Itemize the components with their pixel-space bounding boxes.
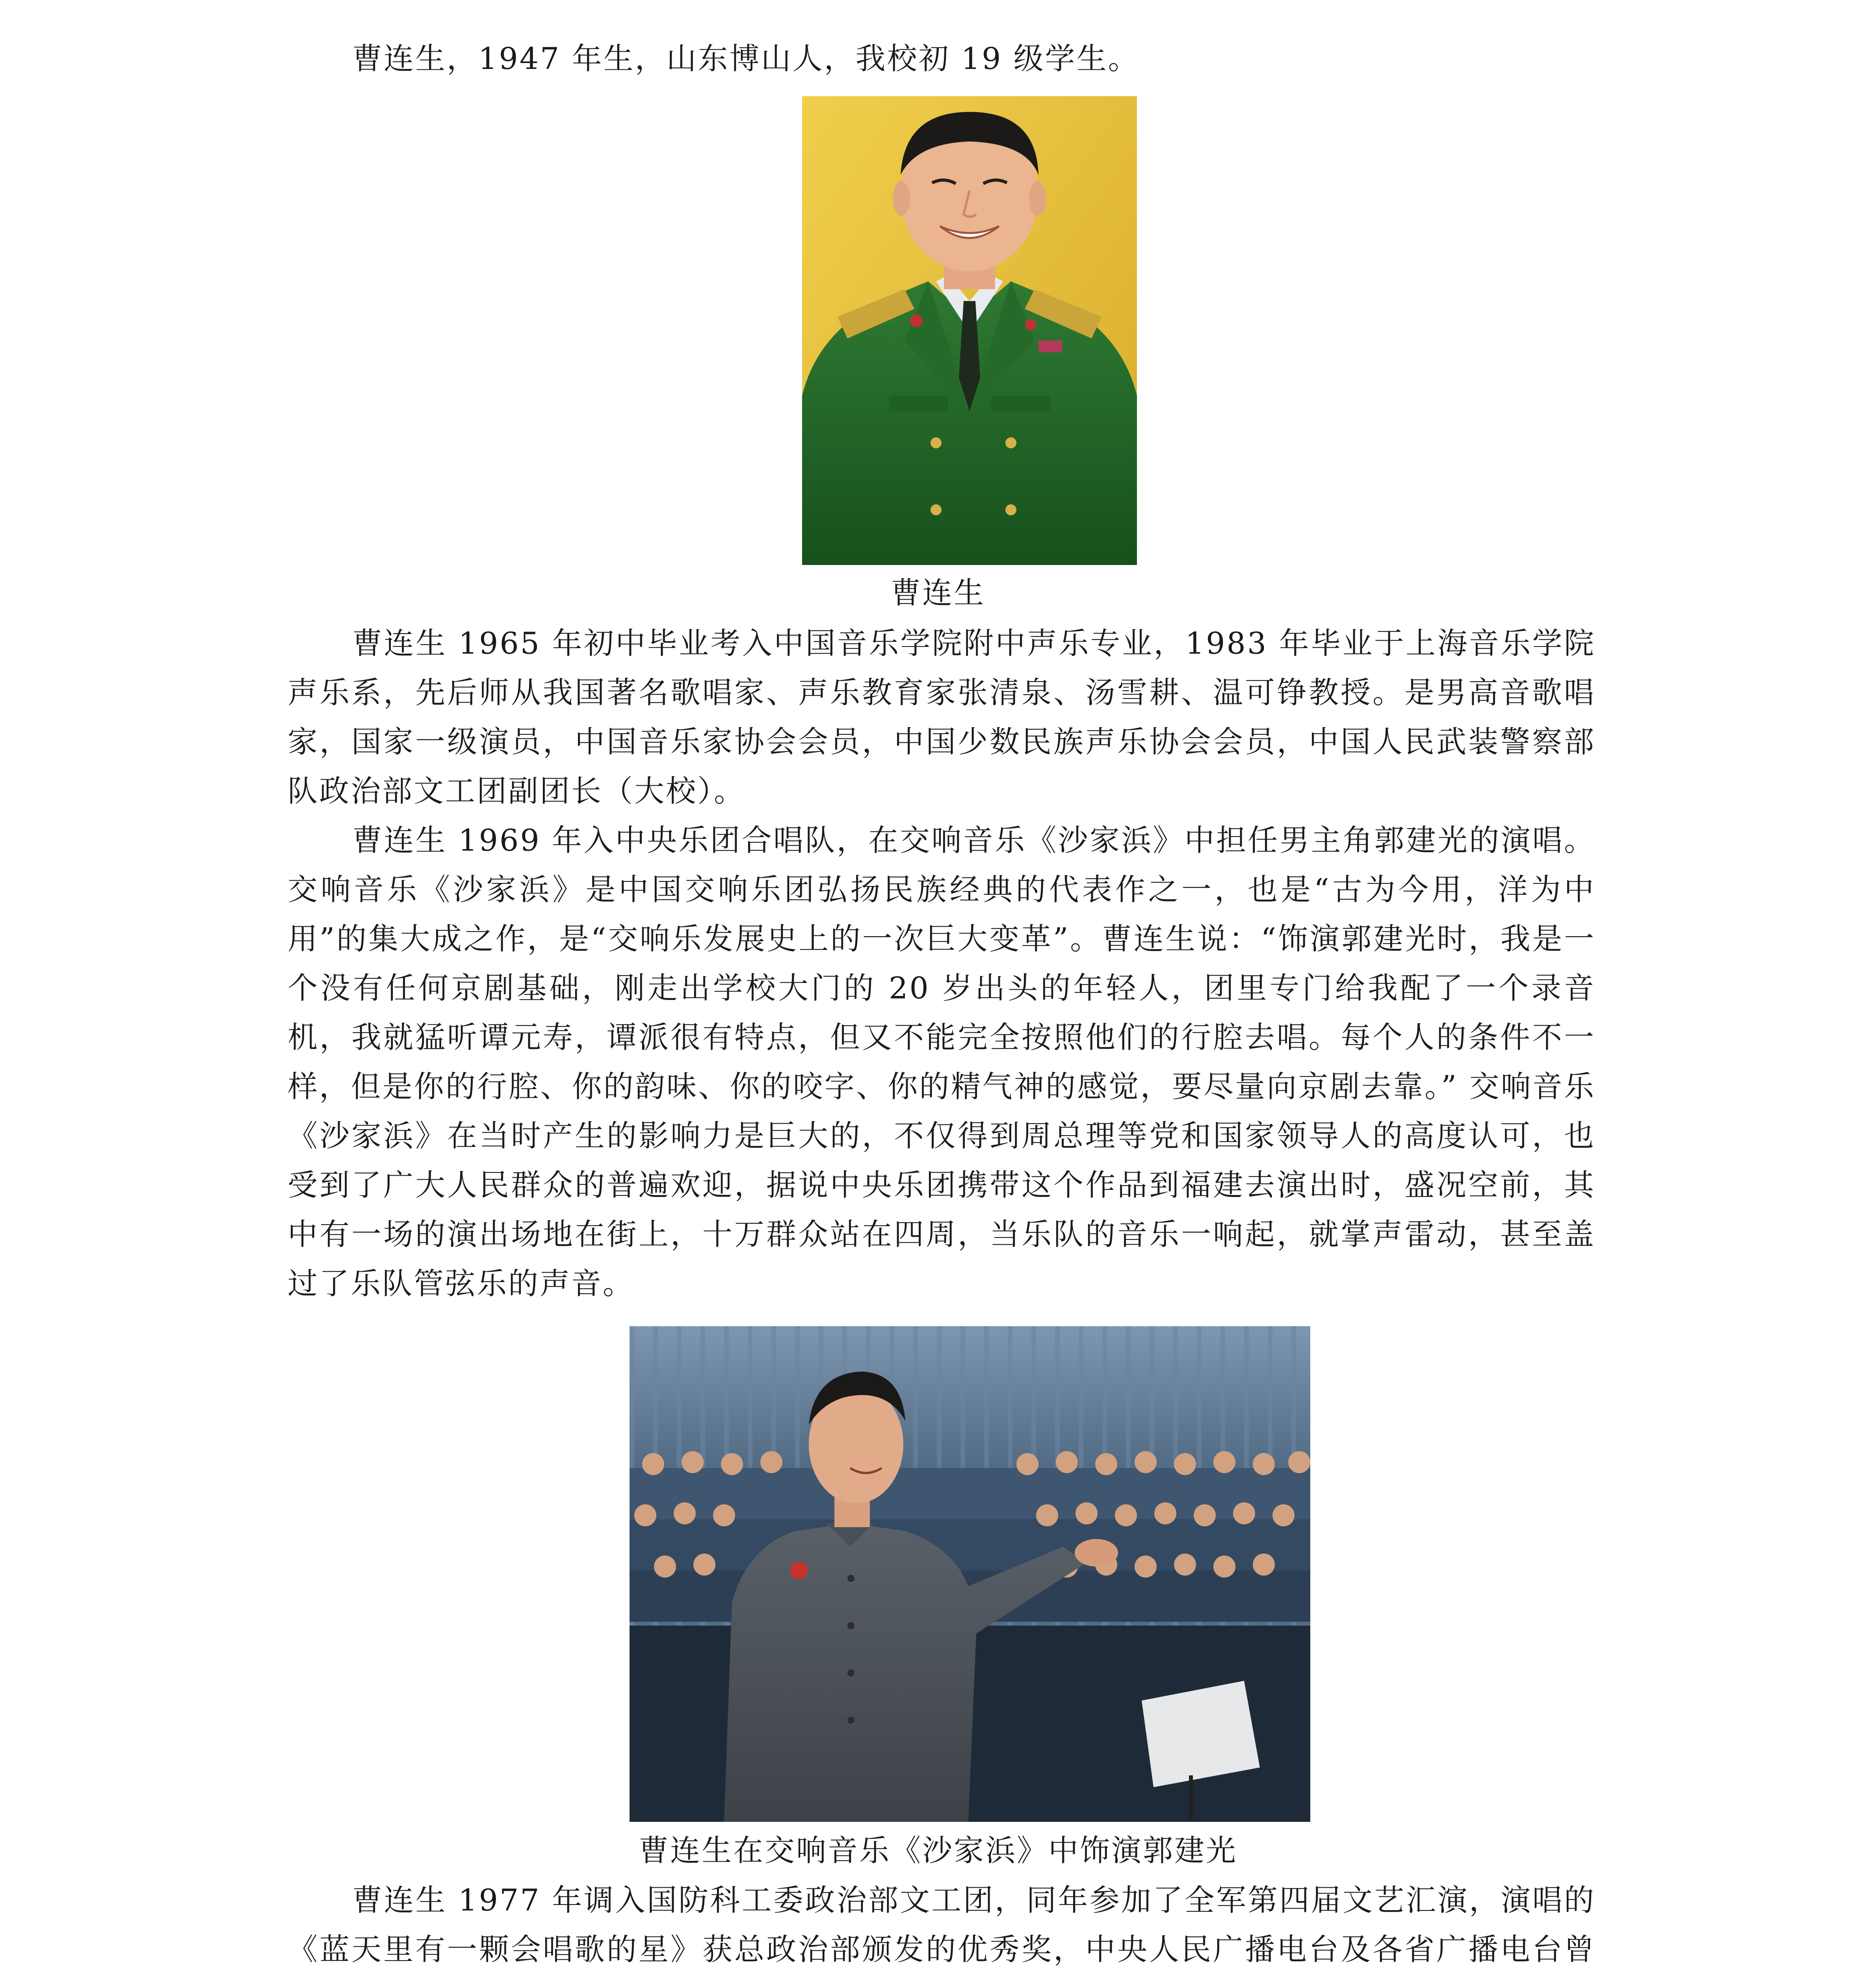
stage-photo	[630, 1326, 1310, 1822]
stage-image	[630, 1326, 1310, 1822]
paragraph-1: 曹连生 1965 年初中毕业考入中国音乐学院附中声乐专业，1983 年毕业于上海音乐学院声乐系，先后师从我国著名歌唱家、声乐教育家张清泉、汤雪耕、温可铮教授。是男高音歌唱家，国家一级演员，中国音乐家协会会员，中国少数民族声乐协会会员，中国人民武装警察部队政治部文工团副团长（大校）。	[288, 626, 1596, 808]
intro-paragraph: 曹连生，1947 年生，山东博山人，我校初 19 级学生。	[352, 41, 1140, 76]
portrait-caption: 曹连生	[891, 575, 985, 610]
paragraph-2: 曹连生 1969 年入中央乐团合唱队，在交响音乐《沙家浜》中担任男主角郭建光的演唱。交响音乐《沙家浜》是中国交响乐团弘扬民族经典的代表作之一，也是“古为今用，洋为中用”的集大成之作，是“交响乐发展史上的一次巨大变革”。曹连生说：“饰演郭建光时，我是一个没有任何京剧基础，刚走出学校大门的 20 岁出头的年轻人，团里专门给我配了一个录音机，我就猛听谭元寿，谭派很有特点，但又不能完全按照他们的行腔去唱。每个人的条件不一样，但是你的行腔、你的韵味、你的咬字、你的精气神的感觉，要尽量向京剧去靠。” 交响音乐《沙家浜》在当时产生的影响力是巨大的，不仅得到周总理等党和国家领导人的高度认可，也受到了广大人民群众的普遍欢迎，据说中央乐团携带这个作品到福建去演出时，盛况空前，其中有一场的演出场地在街上，十万群众站在四周，当乐队的音乐一响起，就掌声雷动，甚至盖过了乐队管弦乐的声音。	[288, 823, 1596, 1301]
stage-caption: 曹连生在交响音乐《沙家浜》中饰演郭建光	[639, 1833, 1237, 1868]
portrait-image	[802, 96, 1137, 565]
portrait-photo	[802, 96, 1137, 565]
paragraph-3: 曹连生 1977 年调入国防科工委政治部文工团，同年参加了全军第四届文艺汇演，演唱的《蓝天里有一颗会唱歌的星》获总政治部颁发的优秀奖，中央人民广播电台及各省广播电台曾	[288, 1883, 1596, 1967]
